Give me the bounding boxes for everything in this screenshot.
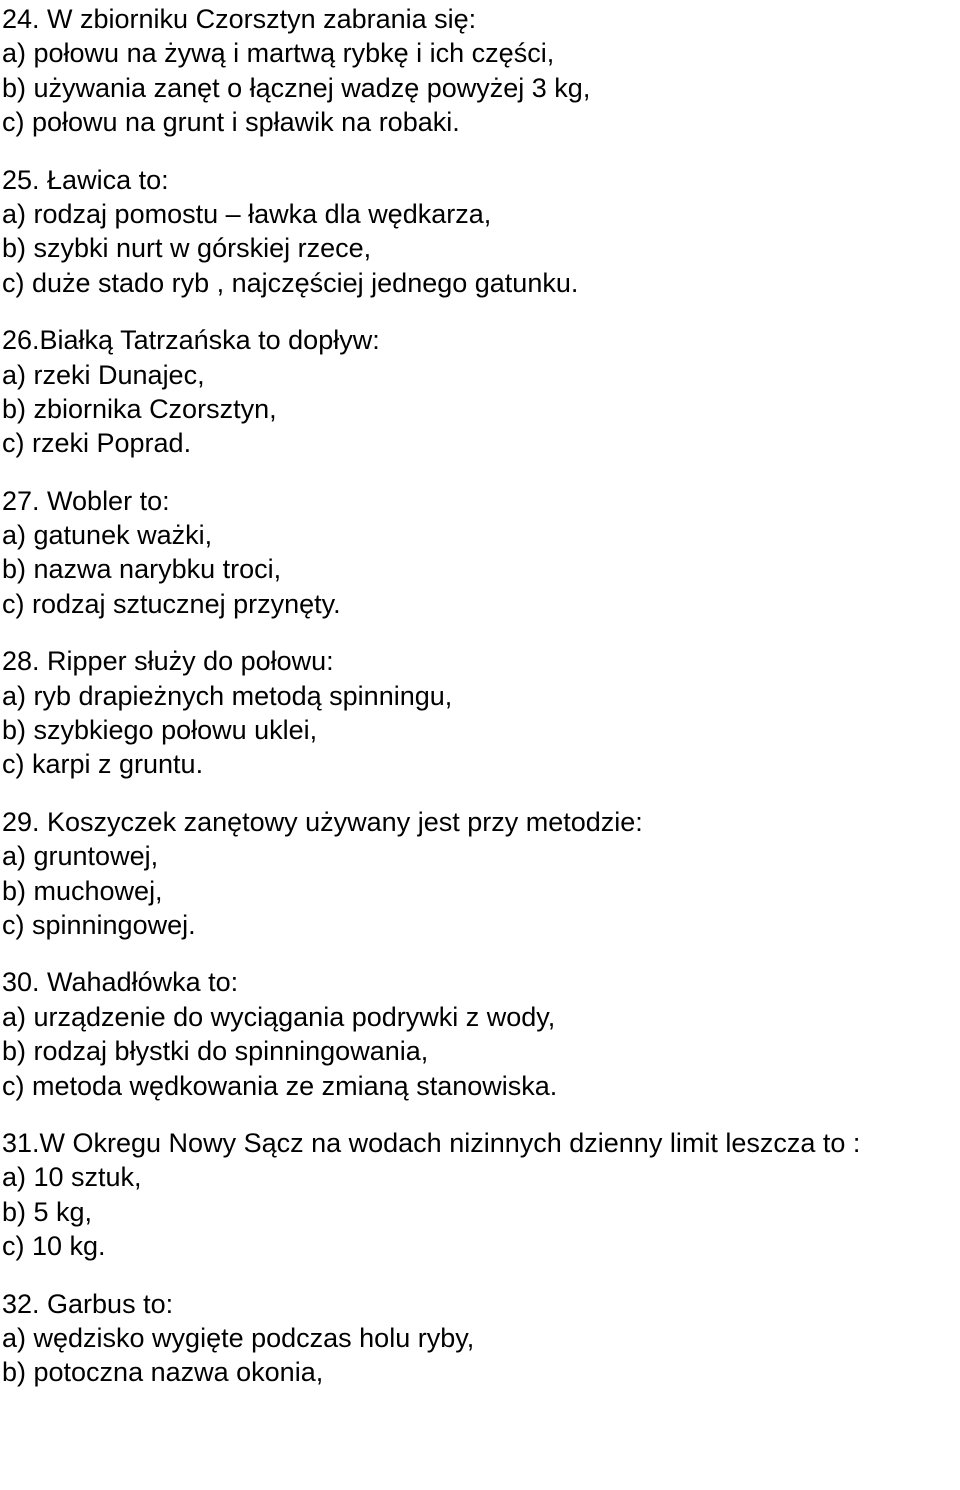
answer-b: b) rodzaj błystki do spinningowania,: [2, 1036, 429, 1067]
question-28: [2, 644, 960, 782]
answer-b: b) szybkiego połowu uklei,: [2, 715, 318, 746]
answer-a: a) 10 sztuk,: [2, 1162, 142, 1193]
answer-a: a) urządzenie do wyciągania podrywki z wody,: [2, 1001, 556, 1032]
question-text: 24. W zbiorniku Czorsztyn zabrania się:: [2, 4, 477, 34]
answer-b: b) potoczna nazwa okonia,: [2, 1357, 324, 1388]
question-31: [2, 1126, 960, 1264]
question-29: [2, 805, 960, 943]
question-26: [2, 323, 960, 461]
answer-a: a) połowu na żywą i martwą rybkę i ich części,: [2, 38, 555, 69]
answer-c: c) 10 kg.: [2, 1231, 106, 1262]
question-text: 30. Wahadłówka to:: [2, 967, 239, 998]
question-24: [2, 2, 960, 140]
answer-b: b) szybki nurt w górskiej rzece,: [2, 233, 372, 264]
answer-a: a) rodzaj pomostu – ławka dla wędkarza,: [2, 198, 492, 229]
answer-a: a) wędzisko wygięte podczas holu ryby,: [2, 1322, 475, 1353]
answer-a: a) rzeki Dunajec,: [2, 359, 205, 390]
answer-b: b) zbiornika Czorsztyn,: [2, 393, 277, 424]
question-text: 25. Ławica to:: [2, 164, 169, 195]
question-text: 28. Ripper służy do połowu:: [2, 646, 334, 677]
question-25: [2, 163, 960, 301]
question-text: 27. Wobler to:: [2, 485, 170, 516]
answer-b: b) 5 kg,: [2, 1196, 93, 1227]
question-text: 31.W Okregu Nowy Sącz na wodach nizinnych dzienny limit leszcza to :: [2, 1127, 861, 1158]
question-text: 29. Koszyczek zanętowy używany jest przy metodzie:: [2, 806, 643, 837]
answer-a: a) ryb drapieżnych metodą spinningu,: [2, 680, 453, 711]
answer-c: c) połowu na grunt i spławik na robaki.: [2, 107, 460, 138]
answer-c: c) spinningowej.: [2, 909, 196, 940]
answer-b: b) używania zanęt o łącznej wadzę powyżej 3 kg,: [2, 72, 591, 103]
answer-c: c) karpi z gruntu.: [2, 749, 204, 780]
answer-c: c) rodzaj sztucznej przynęty.: [2, 588, 341, 619]
answer-c: c) duże stado ryb , najczęściej jednego gatunku.: [2, 267, 579, 298]
question-30: [2, 965, 960, 1103]
question-text: 32. Garbus to:: [2, 1288, 174, 1319]
question-32: [2, 1287, 960, 1390]
question-27: [2, 484, 960, 622]
answer-b: b) nazwa narybku troci,: [2, 554, 282, 585]
answer-b: b) muchowej,: [2, 875, 163, 906]
question-text: 26.Białką Tatrzańska to dopływ:: [2, 325, 380, 356]
answer-a: a) gruntowej,: [2, 841, 159, 872]
answer-c: c) rzeki Poprad.: [2, 428, 192, 459]
answer-c: c) metoda wędkowania ze zmianą stanowiska.: [2, 1070, 558, 1101]
answer-a: a) gatunek ważki,: [2, 520, 213, 551]
